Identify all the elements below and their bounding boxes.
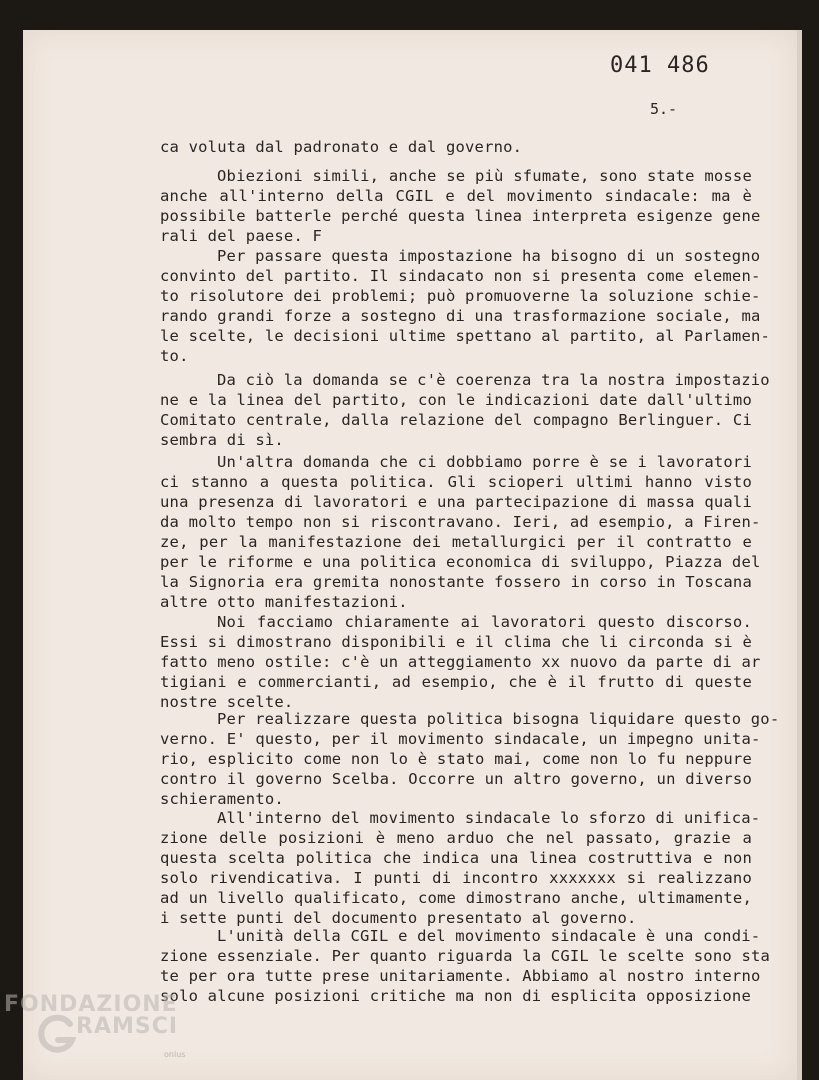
text-line: contro il governo Scelba. Occorre un altro governo, un diverso	[160, 770, 752, 788]
text-line: Comitato centrale, dalla relazione del compagno Berlinguer. Ci	[160, 411, 752, 429]
text-line: Da ciò la domanda se c'è coerenza tra la nostra impostazio	[217, 371, 770, 389]
text-line: Noi facciamo chiaramente ai lavoratori questo discorso.	[217, 613, 752, 631]
text-line: solo rivendicativa. I punti di incontro xxxxxxx si realizzano	[160, 869, 752, 887]
text-line: zione delle posizioni è meno arduo che nel passato, grazie a	[160, 829, 752, 847]
document-number: 041 486	[610, 53, 710, 78]
text-line: altre otto manifestazioni.	[160, 593, 408, 611]
text-line: solo alcune posizioni critiche ma non di esplicita opposizione	[160, 987, 751, 1005]
text-line: Per passare questa impostazione ha bisogno di un sostegno	[217, 247, 761, 265]
text-line: convinto del partito. Il sindacato non si presenta come elemen-	[160, 267, 761, 285]
text-line: sembra di sì.	[160, 431, 284, 449]
text-line: ci stanno a questa politica. Gli scioperi ultimi hanno visto	[160, 473, 752, 491]
text-line: nostre scelte.	[160, 693, 294, 711]
text-line: da molto tempo non si riscontravano. Ieri, ad esempio, a Firen-	[160, 513, 761, 531]
text-line: ca voluta dal padronato e dal governo.	[160, 138, 523, 156]
text-line: Per realizzare questa politica bisogna liquidare questo go-	[217, 710, 780, 728]
text-line: verno. E' questo, per il movimento sindacale, un impegno unita-	[160, 730, 761, 748]
text-line: Essi si dimostrano disponibili e il clima che li circonda si è	[160, 633, 752, 651]
text-line: per le riforme e una politica economica di sviluppo, Piazza del	[160, 553, 761, 571]
text-line: zione essenziale. Per quanto riguarda la CGIL le scelte sono sta	[160, 947, 771, 965]
watermark-g-logo-icon	[36, 1014, 76, 1056]
text-line: rando grandi forze a sostegno di una trasformazione sociale, ma	[160, 307, 761, 325]
text-line: fatto meno ostile: c'è un atteggiamento xx nuovo da parte di ar	[160, 653, 761, 671]
text-line: to.	[160, 347, 189, 365]
text-line: anche all'interno della CGIL e del movimento sindacale: ma è	[160, 187, 752, 205]
text-line: te per ora tutte prese unitariamente. Abbiamo al nostro interno	[160, 967, 761, 985]
watermark-line-1: FONDAZIONE	[4, 992, 178, 1017]
text-line: possibile batterle perché questa linea interpreta esigenze gene	[160, 207, 761, 225]
text-line: ad un livello qualificato, come dimostrano anche, ultimamente,	[160, 889, 752, 907]
text-line: le scelte, le decisioni ultime spettano al partito, al Parlamen-	[160, 327, 771, 345]
text-line: to risolutore dei problemi; può promuoverne la soluzione schie-	[160, 287, 761, 305]
text-line: rio, esplicito come non lo è stato mai, come non lo fu neppure	[160, 750, 752, 768]
page-number: 5.-	[650, 100, 678, 118]
text-line: ne e la linea del partito, con le indicazioni date dall'ultimo	[160, 391, 752, 409]
text-line: L'unità della CGIL e del movimento sindacale è una condi-	[217, 927, 761, 945]
text-line: All'interno del movimento sindacale lo sforzo di unifica-	[217, 809, 761, 827]
text-line: questa scelta politica che indica una linea costruttiva e non	[160, 849, 752, 867]
text-line: ze, per la manifestazione dei metallurgici per il contratto e	[160, 533, 752, 551]
watermark-subtitle: onlus	[164, 1050, 186, 1059]
watermark-line-2: RAMSCI	[76, 1014, 179, 1039]
text-line: Obiezioni simili, anche se più sfumate, sono state mosse	[217, 167, 752, 185]
text-line: rali del paese. F	[160, 227, 323, 245]
text-line: schieramento.	[160, 790, 284, 808]
text-line: i sette punti del documento presentato al governo.	[160, 909, 637, 927]
text-line: Un'altra domanda che ci dobbiamo porre è se i lavoratori	[217, 453, 752, 471]
fondazione-gramsci-watermark	[4, 988, 204, 1068]
text-line: tigiani e commercianti, ad esempio, che è il frutto di queste	[160, 673, 752, 691]
text-line: la Signoria era gremita nonostante fossero in corso in Toscana	[160, 573, 752, 591]
text-line: una presenza di lavoratori e una partecipazione di massa quali	[160, 493, 752, 511]
